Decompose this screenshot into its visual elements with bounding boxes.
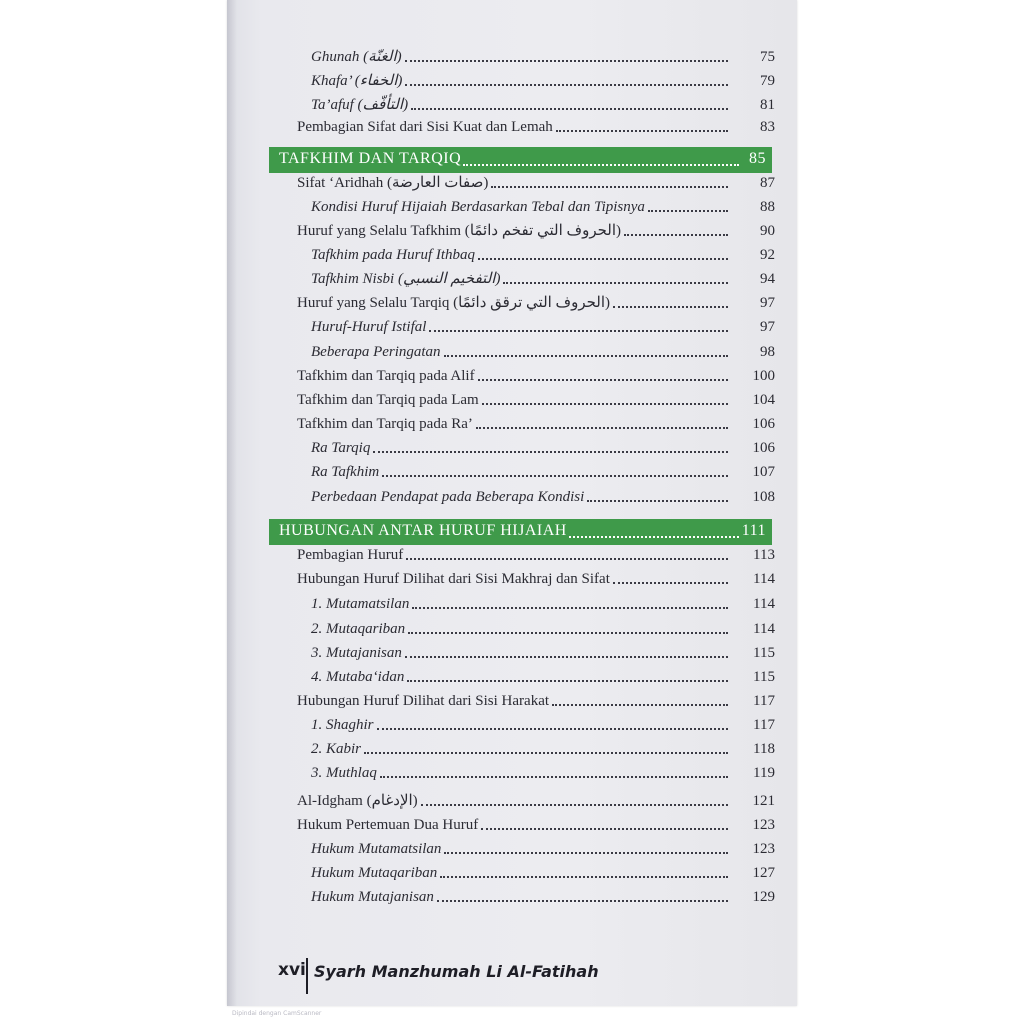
toc-entry: [0, 195, 1024, 219]
toc-entry-title: Khafa’ (الخفاء): [311, 73, 403, 89]
toc-entry-page-number: 113: [753, 547, 775, 563]
toc-entry: [0, 243, 1024, 267]
toc-entry: [0, 45, 1024, 69]
toc-entry: [0, 861, 1024, 885]
toc-entry-page-number: 123: [752, 841, 775, 857]
toc-entry: [0, 689, 1024, 713]
toc-entry-page-number: 87: [760, 175, 775, 191]
toc-entry-page-number: 88: [760, 199, 775, 215]
toc-entry-page-number: 119: [753, 765, 775, 781]
toc-entry-page-number: 97: [760, 295, 775, 311]
toc-entry: [0, 364, 1024, 388]
toc-entry-title: Sifat ‘Aridhah (صفات العارضة): [297, 175, 489, 191]
dot-leader: [481, 828, 728, 830]
toc-entry-title: Hukum Mutamatsilan: [311, 841, 442, 857]
dot-leader: [648, 210, 728, 212]
toc-entry-title: 1. Mutamatsilan: [311, 596, 410, 612]
toc-entry: [0, 388, 1024, 412]
toc-entry: [0, 665, 1024, 689]
toc-entry: [0, 813, 1024, 837]
dot-leader: [624, 234, 728, 236]
dot-leader: [440, 876, 728, 878]
dot-leader: [491, 186, 728, 188]
toc-entry: [0, 543, 1024, 567]
toc-chapter-heading: [269, 519, 772, 545]
toc-entry: [0, 69, 1024, 93]
toc-entry-page-number: 114: [753, 621, 775, 637]
dot-leader: [444, 355, 728, 357]
dot-leader: [405, 84, 728, 86]
dot-leader: [478, 258, 728, 260]
dot-leader: [552, 704, 728, 706]
toc-entry-page-number: 79: [760, 73, 775, 89]
toc-entry-title: Hukum Mutaqariban: [311, 865, 438, 881]
toc-entry-page-number: 117: [753, 717, 775, 733]
toc-entry: [0, 267, 1024, 291]
toc-entry: [0, 737, 1024, 761]
toc-entry-title: Beberapa Peringatan: [311, 344, 441, 360]
toc-entry-title: 3. Muthlaq: [311, 765, 377, 781]
toc-entry-title: Kondisi Huruf Hijaiah Berdasarkan Tebal dan Tipisnya: [311, 199, 645, 215]
dot-leader: [407, 680, 728, 682]
dot-leader: [613, 582, 728, 584]
toc-entry: [0, 436, 1024, 460]
toc-entry-title: Huruf yang Selalu Tarqiq (الحروف التي ترقق دائمًا): [297, 295, 611, 311]
toc-entry: [0, 460, 1024, 484]
toc-entry-page-number: 75: [760, 49, 775, 65]
footer-book-title: Syarh Manzhumah Li Al-Fatihah: [314, 962, 599, 981]
toc-entry-page-number: 97: [760, 319, 775, 335]
toc-entry-title: Huruf-Huruf Istifal: [311, 319, 427, 335]
dot-leader: [478, 379, 728, 381]
toc-entry-page-number: 106: [752, 440, 775, 456]
toc-entry-title: Hubungan Huruf Dilihat dari Sisi Harakat: [297, 693, 550, 709]
chapter-title: HUBUNGAN ANTAR HURUF HIJAIAH: [279, 522, 567, 539]
toc-entry-title: Tafkhim dan Tarqiq pada Alif: [297, 368, 475, 384]
dot-leader: [382, 475, 728, 477]
footer-page-number: xvi: [278, 960, 306, 980]
toc-entry: [0, 219, 1024, 243]
toc-entry-title: Ra Tarqiq: [311, 440, 371, 456]
chapter-title: TAFKHIM DAN TARQIQ: [279, 150, 462, 167]
toc-entry-page-number: 115: [753, 645, 775, 661]
dot-leader: [373, 451, 728, 453]
dot-leader: [429, 330, 728, 332]
toc-entry-page-number: 123: [752, 817, 775, 833]
toc-entry-page-number: 117: [753, 693, 775, 709]
dot-leader: [463, 164, 739, 166]
toc-entry: [0, 412, 1024, 436]
toc-entry-title: Ghunah (الغنّة): [311, 49, 402, 65]
dot-leader: [556, 130, 728, 132]
toc-entry: [0, 641, 1024, 665]
toc-entry-page-number: 121: [752, 793, 775, 809]
toc-entry-title: Pembagian Sifat dari Sisi Kuat dan Lemah: [297, 119, 553, 135]
toc-entry-title: 2. Mutaqariban: [311, 621, 406, 637]
toc-entry-page-number: 114: [753, 596, 775, 612]
dot-leader: [569, 536, 739, 538]
toc-entry: [0, 592, 1024, 616]
toc-entry-title: Huruf yang Selalu Tafkhim (الحروف التي تفخم دائمًا): [297, 223, 622, 239]
toc-entry: [0, 93, 1024, 117]
dot-leader: [412, 607, 728, 609]
toc-entry-page-number: 90: [760, 223, 775, 239]
toc-entry-title: Tafkhim dan Tarqiq pada Ra’: [297, 416, 473, 432]
dot-leader: [405, 656, 728, 658]
dot-leader: [380, 776, 728, 778]
toc-entry-page-number: 114: [753, 571, 775, 587]
dot-leader: [405, 60, 728, 62]
toc-entry-title: 1. Shaghir: [311, 717, 374, 733]
toc-entry: [0, 761, 1024, 785]
toc-entry-title: Al-Idgham (الإدغام): [297, 793, 418, 809]
toc-entry: [0, 789, 1024, 813]
toc-chapter-heading: [269, 147, 772, 173]
toc-entry: [0, 567, 1024, 591]
dot-leader: [411, 108, 728, 110]
footer-divider: [306, 958, 308, 994]
dot-leader: [437, 900, 728, 902]
toc-entry-title: 3. Mutajanisan: [311, 645, 402, 661]
dot-leader: [377, 728, 728, 730]
toc-entry-page-number: 107: [752, 464, 775, 480]
scanner-watermark: Dipindai dengan CamScanner: [232, 1010, 322, 1017]
toc-entry-title: Perbedaan Pendapat pada Beberapa Kondisi: [311, 489, 585, 505]
dot-leader: [364, 752, 728, 754]
toc-entry: [0, 340, 1024, 364]
toc-entry-page-number: 106: [752, 416, 775, 432]
toc-entry-title: Tafkhim Nisbi (التفخيم النسبي): [311, 271, 501, 287]
toc-entry: [0, 485, 1024, 509]
toc-entry: [0, 291, 1024, 315]
toc-entry-page-number: 104: [752, 392, 775, 408]
toc-entry-title: Pembagian Huruf: [297, 547, 404, 563]
toc-entry-title: Ra Tafkhim: [311, 464, 380, 480]
toc-entry-title: Hukum Pertemuan Dua Huruf: [297, 817, 479, 833]
toc-entry-title: Tafkhim pada Huruf Ithbaq: [311, 247, 476, 263]
toc-entry: [0, 171, 1024, 195]
toc-entry-page-number: 92: [760, 247, 775, 263]
toc-entry-page-number: 115: [753, 669, 775, 685]
toc-entry-title: 4. Mutaba‘idan: [311, 669, 405, 685]
dot-leader: [406, 558, 728, 560]
toc-entry-title: Ta’afuf (التأفّف): [311, 97, 409, 113]
chapter-page-number: 111: [741, 522, 766, 539]
dot-leader: [587, 500, 728, 502]
dot-leader: [476, 427, 728, 429]
dot-leader: [444, 852, 728, 854]
toc-entry-page-number: 100: [752, 368, 775, 384]
toc-entry: [0, 713, 1024, 737]
toc-entry: [0, 115, 1024, 139]
toc-entry-title: Hukum Mutajanisan: [311, 889, 434, 905]
dot-leader: [421, 804, 728, 806]
toc-entry-page-number: 94: [760, 271, 775, 287]
chapter-page-number: 85: [749, 150, 766, 167]
dot-leader: [613, 306, 728, 308]
toc-entry-title: Tafkhim dan Tarqiq pada Lam: [297, 392, 479, 408]
dot-leader: [503, 282, 728, 284]
toc-entry-page-number: 98: [760, 344, 775, 360]
toc-entry: [0, 885, 1024, 909]
toc-entry-page-number: 83: [760, 119, 775, 135]
toc-entry: [0, 617, 1024, 641]
toc-entry-title: Hubungan Huruf Dilihat dari Sisi Makhraj dan Sifat: [297, 571, 610, 587]
toc-entry-page-number: 127: [752, 865, 775, 881]
toc-entry-page-number: 129: [752, 889, 775, 905]
toc-entry: [0, 837, 1024, 861]
toc-entry-page-number: 118: [753, 741, 775, 757]
dot-leader: [408, 632, 728, 634]
toc-entry: [0, 315, 1024, 339]
toc-entry-title: 2. Kabir: [311, 741, 362, 757]
toc-entry-page-number: 81: [760, 97, 775, 113]
dot-leader: [482, 403, 728, 405]
toc-entry-page-number: 108: [752, 489, 775, 505]
